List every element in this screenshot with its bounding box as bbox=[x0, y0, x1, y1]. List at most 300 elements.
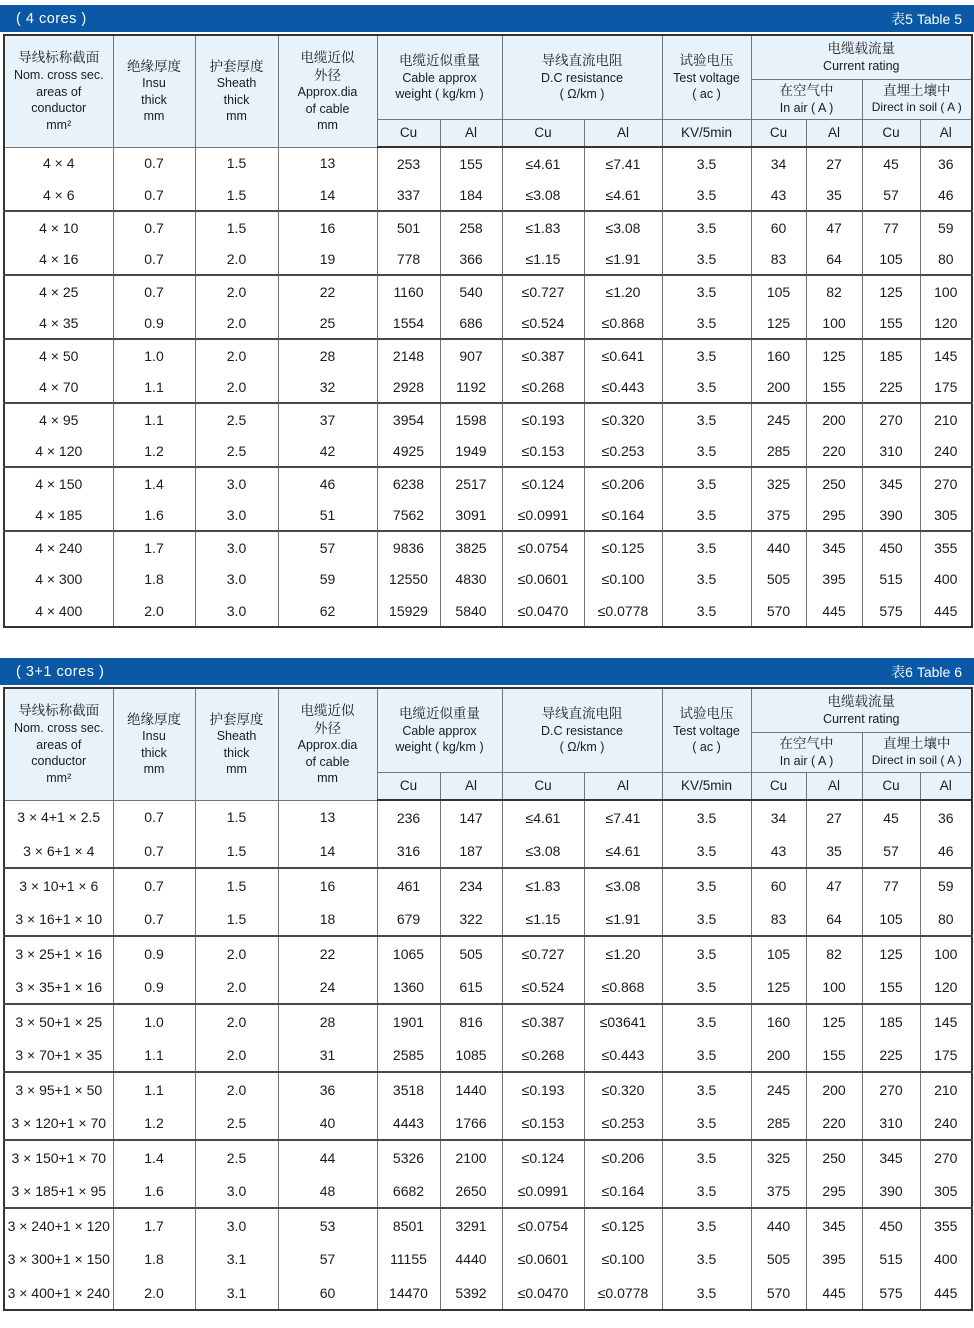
value-cell: 2.0 bbox=[195, 1004, 278, 1038]
spec-cell: 3 × 185+1 × 95 bbox=[4, 1174, 113, 1208]
table5-title-bar bbox=[0, 5, 974, 32]
value-cell: 200 bbox=[806, 403, 862, 435]
value-cell: 31 bbox=[278, 1038, 377, 1072]
table-row bbox=[4, 595, 972, 627]
value-cell: 3.0 bbox=[195, 1208, 278, 1242]
value-cell: 5326 bbox=[377, 1140, 440, 1174]
value-cell: 390 bbox=[862, 499, 920, 531]
value-cell: ≤0.206 bbox=[584, 1140, 662, 1174]
value-cell: 13 bbox=[278, 147, 377, 179]
value-cell: 234 bbox=[440, 868, 502, 902]
value-cell: 2.0 bbox=[113, 1276, 195, 1310]
table6-title-bar bbox=[0, 658, 974, 685]
value-cell: ≤0.0601 bbox=[502, 563, 584, 595]
value-cell: 0.7 bbox=[113, 211, 195, 243]
header-kv-5min: KV/5min bbox=[662, 772, 751, 800]
value-cell: 16 bbox=[278, 211, 377, 243]
value-cell: ≤0.125 bbox=[584, 531, 662, 563]
header-line: mm bbox=[317, 118, 338, 133]
value-cell: ≤1.91 bbox=[584, 243, 662, 275]
value-cell: 80 bbox=[920, 902, 972, 936]
value-cell: 1440 bbox=[440, 1072, 502, 1106]
value-cell: 1.2 bbox=[113, 1106, 195, 1140]
value-cell: 1.5 bbox=[195, 868, 278, 902]
value-cell: 2.0 bbox=[195, 1072, 278, 1106]
header-line: 试验电压 bbox=[679, 52, 734, 68]
header-line: Test voltage bbox=[673, 723, 740, 738]
value-cell: 3.5 bbox=[662, 179, 751, 211]
spec-cell: 3 × 70+1 × 35 bbox=[4, 1038, 113, 1072]
value-cell: 2928 bbox=[377, 371, 440, 403]
header-line: mm² bbox=[46, 770, 72, 785]
value-cell: 461 bbox=[377, 868, 440, 902]
header-line: 导线标称截面 bbox=[18, 703, 100, 719]
header-weight-cu: Cu bbox=[377, 772, 440, 800]
value-cell: ≤4.61 bbox=[502, 147, 584, 179]
value-cell: 27 bbox=[806, 800, 862, 834]
value-cell: 390 bbox=[862, 1174, 920, 1208]
value-cell: 3.1 bbox=[195, 1276, 278, 1310]
header-insu-thick bbox=[113, 35, 195, 147]
header-line: mm bbox=[226, 762, 247, 777]
value-cell: 22 bbox=[278, 936, 377, 970]
value-cell: 3.5 bbox=[662, 275, 751, 307]
header-line: Current rating bbox=[823, 58, 900, 73]
table-row bbox=[4, 371, 972, 403]
value-cell: 47 bbox=[806, 211, 862, 243]
value-cell: 60 bbox=[751, 868, 806, 902]
spec-cell: 4 × 50 bbox=[4, 339, 113, 371]
value-cell: 400 bbox=[920, 563, 972, 595]
value-cell: 35 bbox=[806, 179, 862, 211]
value-cell: 4830 bbox=[440, 563, 502, 595]
spec-cell: 3 × 25+1 × 16 bbox=[4, 936, 113, 970]
value-cell: ≤0.0754 bbox=[502, 1208, 584, 1242]
header-dc-cu: Cu bbox=[502, 119, 584, 147]
value-cell: ≤03641 bbox=[584, 1004, 662, 1038]
value-cell: ≤0.868 bbox=[584, 970, 662, 1004]
value-cell: 2.0 bbox=[195, 275, 278, 307]
spec-cell: 4 × 4 bbox=[4, 147, 113, 179]
value-cell: 1.5 bbox=[195, 147, 278, 179]
value-cell: 907 bbox=[440, 339, 502, 371]
header-dc-cu: Cu bbox=[502, 772, 584, 800]
value-cell: 322 bbox=[440, 902, 502, 936]
value-cell: 1554 bbox=[377, 307, 440, 339]
value-cell: 515 bbox=[862, 1242, 920, 1276]
value-cell: 3.0 bbox=[195, 499, 278, 531]
value-cell: 570 bbox=[751, 595, 806, 627]
value-cell: ≤0.253 bbox=[584, 435, 662, 467]
value-cell: 184 bbox=[440, 179, 502, 211]
header-dc-al: Al bbox=[584, 772, 662, 800]
header-current-rating bbox=[751, 35, 972, 79]
value-cell: 14470 bbox=[377, 1276, 440, 1310]
value-cell: 59 bbox=[278, 563, 377, 595]
value-cell: 46 bbox=[920, 834, 972, 868]
value-cell: 59 bbox=[920, 868, 972, 902]
value-cell: 2650 bbox=[440, 1174, 502, 1208]
value-cell: ≤0.0778 bbox=[584, 595, 662, 627]
value-cell: ≤0.153 bbox=[502, 1106, 584, 1140]
value-cell: 310 bbox=[862, 1106, 920, 1140]
value-cell: 440 bbox=[751, 531, 806, 563]
value-cell: 1.7 bbox=[113, 531, 195, 563]
spec-cell: 3 × 240+1 × 120 bbox=[4, 1208, 113, 1242]
value-cell: ≤0.0991 bbox=[502, 1174, 584, 1208]
value-cell: 440 bbox=[751, 1208, 806, 1242]
value-cell: 42 bbox=[278, 435, 377, 467]
value-cell: ≤1.83 bbox=[502, 211, 584, 243]
header-line: 电缆近似 bbox=[300, 702, 355, 718]
value-cell: 450 bbox=[862, 531, 920, 563]
header-line: mm bbox=[317, 771, 338, 786]
value-cell: 686 bbox=[440, 307, 502, 339]
header-line: 护套厚度 bbox=[209, 58, 264, 74]
value-cell: 3.5 bbox=[662, 1242, 751, 1276]
value-cell: 9836 bbox=[377, 531, 440, 563]
value-cell: 445 bbox=[920, 595, 972, 627]
value-cell: ≤0.387 bbox=[502, 1004, 584, 1038]
value-cell: 240 bbox=[920, 435, 972, 467]
header-line: Insu bbox=[142, 76, 166, 91]
header-line: ( ac ) bbox=[692, 87, 721, 102]
value-cell: 3.5 bbox=[662, 403, 751, 435]
value-cell: 4440 bbox=[440, 1242, 502, 1276]
value-cell: 295 bbox=[806, 499, 862, 531]
table-row bbox=[4, 868, 972, 902]
header-line: Cable approx bbox=[402, 723, 477, 738]
value-cell: 3.5 bbox=[662, 499, 751, 531]
value-cell: 355 bbox=[920, 531, 972, 563]
value-cell: 3.5 bbox=[662, 339, 751, 371]
value-cell: 395 bbox=[806, 563, 862, 595]
value-cell: 57 bbox=[278, 1242, 377, 1276]
value-cell: 2.0 bbox=[195, 307, 278, 339]
table-row bbox=[4, 1072, 972, 1106]
value-cell: ≤0.0991 bbox=[502, 499, 584, 531]
value-cell: 450 bbox=[862, 1208, 920, 1242]
value-cell: 258 bbox=[440, 211, 502, 243]
header-sheath-thick bbox=[195, 35, 278, 147]
table-row bbox=[4, 1276, 972, 1310]
spec-cell: 3 × 6+1 × 4 bbox=[4, 834, 113, 868]
table-row bbox=[4, 403, 972, 435]
header-line: thick bbox=[223, 745, 250, 760]
value-cell: 57 bbox=[278, 531, 377, 563]
value-cell: 160 bbox=[751, 339, 806, 371]
value-cell: 615 bbox=[440, 970, 502, 1004]
header-soil-al: Al bbox=[920, 772, 972, 800]
value-cell: 3.5 bbox=[662, 1004, 751, 1038]
table5-cable-spec bbox=[3, 34, 973, 628]
spec-cell: 4 × 400 bbox=[4, 595, 113, 627]
value-cell: 355 bbox=[920, 1208, 972, 1242]
table-row bbox=[4, 970, 972, 1004]
value-cell: 1901 bbox=[377, 1004, 440, 1038]
header-weight-al: Al bbox=[440, 119, 502, 147]
value-cell: 200 bbox=[751, 371, 806, 403]
value-cell: 0.7 bbox=[113, 147, 195, 179]
value-cell: 2.0 bbox=[195, 371, 278, 403]
value-cell: 0.7 bbox=[113, 868, 195, 902]
value-cell: 155 bbox=[862, 970, 920, 1004]
value-cell: ≤0.153 bbox=[502, 435, 584, 467]
value-cell: 3.5 bbox=[662, 1106, 751, 1140]
value-cell: 36 bbox=[278, 1072, 377, 1106]
value-cell: 34 bbox=[751, 800, 806, 834]
header-line: Sheath bbox=[216, 729, 257, 744]
spec-cell: 4 × 25 bbox=[4, 275, 113, 307]
spec-cell: 4 × 240 bbox=[4, 531, 113, 563]
header-line: Approx.dia bbox=[297, 85, 358, 100]
value-cell: 3.5 bbox=[662, 1140, 751, 1174]
value-cell: 1.5 bbox=[195, 800, 278, 834]
value-cell: 1.0 bbox=[113, 1004, 195, 1038]
value-cell: 220 bbox=[806, 435, 862, 467]
value-cell: 3.5 bbox=[662, 800, 751, 834]
value-cell: 1.1 bbox=[113, 371, 195, 403]
value-cell: 3.5 bbox=[662, 1038, 751, 1072]
value-cell: 125 bbox=[751, 307, 806, 339]
value-cell: 3.5 bbox=[662, 467, 751, 499]
table-row bbox=[4, 936, 972, 970]
table-row bbox=[4, 1106, 972, 1140]
value-cell: 3.5 bbox=[662, 563, 751, 595]
value-cell: 1598 bbox=[440, 403, 502, 435]
value-cell: 14 bbox=[278, 179, 377, 211]
value-cell: 25 bbox=[278, 307, 377, 339]
value-cell: ≤0.387 bbox=[502, 339, 584, 371]
value-cell: 250 bbox=[806, 1140, 862, 1174]
value-cell: 155 bbox=[806, 1038, 862, 1072]
value-cell: 2.5 bbox=[195, 435, 278, 467]
value-cell: 48 bbox=[278, 1174, 377, 1208]
header-line: conductor bbox=[31, 754, 87, 769]
value-cell: 1160 bbox=[377, 275, 440, 307]
table-row bbox=[4, 1004, 972, 1038]
value-cell: 3.5 bbox=[662, 1174, 751, 1208]
value-cell: 145 bbox=[920, 1004, 972, 1038]
value-cell: ≤0.443 bbox=[584, 1038, 662, 1072]
value-cell: 6238 bbox=[377, 467, 440, 499]
value-cell: 1.1 bbox=[113, 1038, 195, 1072]
value-cell: 82 bbox=[806, 936, 862, 970]
value-cell: 270 bbox=[862, 1072, 920, 1106]
spec-cell: 4 × 95 bbox=[4, 403, 113, 435]
value-cell: 147 bbox=[440, 800, 502, 834]
value-cell: 1.7 bbox=[113, 1208, 195, 1242]
value-cell: 220 bbox=[806, 1106, 862, 1140]
value-cell: 1.2 bbox=[113, 435, 195, 467]
value-cell: 18 bbox=[278, 902, 377, 936]
value-cell: ≤1.15 bbox=[502, 243, 584, 275]
value-cell: ≤7.41 bbox=[584, 800, 662, 834]
header-air-al: Al bbox=[806, 772, 862, 800]
header-line: 外径 bbox=[314, 720, 341, 736]
header-line: 导线标称截面 bbox=[18, 50, 100, 66]
spec-cell: 4 × 185 bbox=[4, 499, 113, 531]
value-cell: 253 bbox=[377, 147, 440, 179]
value-cell: 3954 bbox=[377, 403, 440, 435]
value-cell: 337 bbox=[377, 179, 440, 211]
value-cell: ≤7.41 bbox=[584, 147, 662, 179]
value-cell: 16 bbox=[278, 868, 377, 902]
header-weight-cu: Cu bbox=[377, 119, 440, 147]
value-cell: 245 bbox=[751, 403, 806, 435]
header-line: 绝缘厚度 bbox=[127, 58, 181, 74]
header-line: Test voltage bbox=[673, 70, 740, 85]
spec-cell: 4 × 120 bbox=[4, 435, 113, 467]
spec-cell: 3 × 50+1 × 25 bbox=[4, 1004, 113, 1038]
value-cell: 19 bbox=[278, 243, 377, 275]
value-cell: 3.5 bbox=[662, 970, 751, 1004]
value-cell: 83 bbox=[751, 902, 806, 936]
header-line: D.C resistance bbox=[541, 70, 623, 85]
value-cell: 3.5 bbox=[662, 211, 751, 243]
value-cell: ≤0.868 bbox=[584, 307, 662, 339]
value-cell: 47 bbox=[806, 868, 862, 902]
table-row bbox=[4, 499, 972, 531]
header-line: 在空气中 bbox=[779, 82, 834, 98]
header-line: 导线直流电阻 bbox=[541, 705, 623, 721]
value-cell: 120 bbox=[920, 970, 972, 1004]
header-line: 电缆载流量 bbox=[827, 41, 896, 57]
value-cell: 13 bbox=[278, 800, 377, 834]
header-current-rating bbox=[751, 688, 972, 732]
value-cell: 3.0 bbox=[195, 467, 278, 499]
value-cell: 316 bbox=[377, 834, 440, 868]
header-approx-dia bbox=[278, 688, 377, 800]
header-line: 直埋土壤中 bbox=[883, 736, 951, 752]
header-line: thick bbox=[223, 92, 250, 107]
table-row bbox=[4, 467, 972, 499]
header-line: Nom. cross sec. bbox=[13, 68, 104, 83]
value-cell: 575 bbox=[862, 1276, 920, 1310]
value-cell: 0.7 bbox=[113, 902, 195, 936]
value-cell: 175 bbox=[920, 371, 972, 403]
value-cell: 250 bbox=[806, 467, 862, 499]
value-cell: 36 bbox=[920, 147, 972, 179]
value-cell: ≤3.08 bbox=[502, 179, 584, 211]
value-cell: 395 bbox=[806, 1242, 862, 1276]
value-cell: 45 bbox=[862, 800, 920, 834]
value-cell: 501 bbox=[377, 211, 440, 243]
table6-title: ( 3+1 cores ) bbox=[16, 663, 105, 680]
value-cell: 155 bbox=[806, 371, 862, 403]
value-cell: 816 bbox=[440, 1004, 502, 1038]
header-line: of cable bbox=[305, 101, 350, 116]
value-cell: 32 bbox=[278, 371, 377, 403]
value-cell: 575 bbox=[862, 595, 920, 627]
value-cell: ≤0.320 bbox=[584, 403, 662, 435]
value-cell: 225 bbox=[862, 1038, 920, 1072]
value-cell: 120 bbox=[920, 307, 972, 339]
value-cell: 1.5 bbox=[195, 834, 278, 868]
value-cell: 80 bbox=[920, 243, 972, 275]
value-cell: ≤0.524 bbox=[502, 970, 584, 1004]
header-soil-al: Al bbox=[920, 119, 972, 147]
header-line: 电缆近似重量 bbox=[399, 705, 480, 721]
value-cell: 505 bbox=[751, 563, 806, 595]
value-cell: 2100 bbox=[440, 1140, 502, 1174]
value-cell: 445 bbox=[920, 1276, 972, 1310]
value-cell: 100 bbox=[806, 307, 862, 339]
header-line: Approx.dia bbox=[297, 738, 358, 753]
value-cell: 0.9 bbox=[113, 307, 195, 339]
value-cell: 3.5 bbox=[662, 307, 751, 339]
value-cell: 2517 bbox=[440, 467, 502, 499]
value-cell: 515 bbox=[862, 563, 920, 595]
value-cell: 64 bbox=[806, 902, 862, 936]
table5-number: 表5 Table 5 bbox=[891, 10, 962, 27]
value-cell: 570 bbox=[751, 1276, 806, 1310]
header-air-al: Al bbox=[806, 119, 862, 147]
value-cell: 1192 bbox=[440, 371, 502, 403]
value-cell: 325 bbox=[751, 1140, 806, 1174]
spec-cell: 4 × 10 bbox=[4, 211, 113, 243]
value-cell: 200 bbox=[751, 1038, 806, 1072]
value-cell: 540 bbox=[440, 275, 502, 307]
header-air-cu: Cu bbox=[751, 772, 806, 800]
value-cell: 3825 bbox=[440, 531, 502, 563]
header-line: weight ( kg/km ) bbox=[395, 740, 484, 755]
value-cell: 8501 bbox=[377, 1208, 440, 1242]
value-cell: 35 bbox=[806, 834, 862, 868]
value-cell: 2148 bbox=[377, 339, 440, 371]
value-cell: ≤0.100 bbox=[584, 563, 662, 595]
header-weight-al: Al bbox=[440, 772, 502, 800]
table-row bbox=[4, 902, 972, 936]
value-cell: 3.5 bbox=[662, 1276, 751, 1310]
table5-section bbox=[0, 5, 974, 628]
value-cell: 679 bbox=[377, 902, 440, 936]
value-cell: 100 bbox=[806, 970, 862, 1004]
value-cell: 82 bbox=[806, 275, 862, 307]
value-cell: 305 bbox=[920, 499, 972, 531]
value-cell: 345 bbox=[806, 1208, 862, 1242]
value-cell: 105 bbox=[862, 902, 920, 936]
header-kv-5min: KV/5min bbox=[662, 119, 751, 147]
value-cell: 2.0 bbox=[195, 1038, 278, 1072]
spec-cell: 4 × 6 bbox=[4, 179, 113, 211]
value-cell: 1360 bbox=[377, 970, 440, 1004]
value-cell: 43 bbox=[751, 834, 806, 868]
value-cell: 1.5 bbox=[195, 211, 278, 243]
value-cell: 3.0 bbox=[195, 1174, 278, 1208]
spec-cell: 3 × 35+1 × 16 bbox=[4, 970, 113, 1004]
value-cell: 15929 bbox=[377, 595, 440, 627]
value-cell: 3.1 bbox=[195, 1242, 278, 1276]
value-cell: 210 bbox=[920, 1072, 972, 1106]
header-line: 电缆近似重量 bbox=[399, 52, 480, 68]
value-cell: 6682 bbox=[377, 1174, 440, 1208]
value-cell: 5392 bbox=[440, 1276, 502, 1310]
header-line: mm bbox=[226, 109, 247, 124]
header-line: 在空气中 bbox=[779, 735, 834, 751]
spec-cell: 3 × 400+1 × 240 bbox=[4, 1276, 113, 1310]
value-cell: 27 bbox=[806, 147, 862, 179]
value-cell: 236 bbox=[377, 800, 440, 834]
header-line: weight ( kg/km ) bbox=[395, 87, 484, 102]
value-cell: ≤0.124 bbox=[502, 467, 584, 499]
value-cell: 3.5 bbox=[662, 595, 751, 627]
value-cell: 2.0 bbox=[195, 970, 278, 1004]
value-cell: 83 bbox=[751, 243, 806, 275]
header-line: 试验电压 bbox=[679, 705, 734, 721]
value-cell: 24 bbox=[278, 970, 377, 1004]
value-cell: 345 bbox=[862, 1140, 920, 1174]
